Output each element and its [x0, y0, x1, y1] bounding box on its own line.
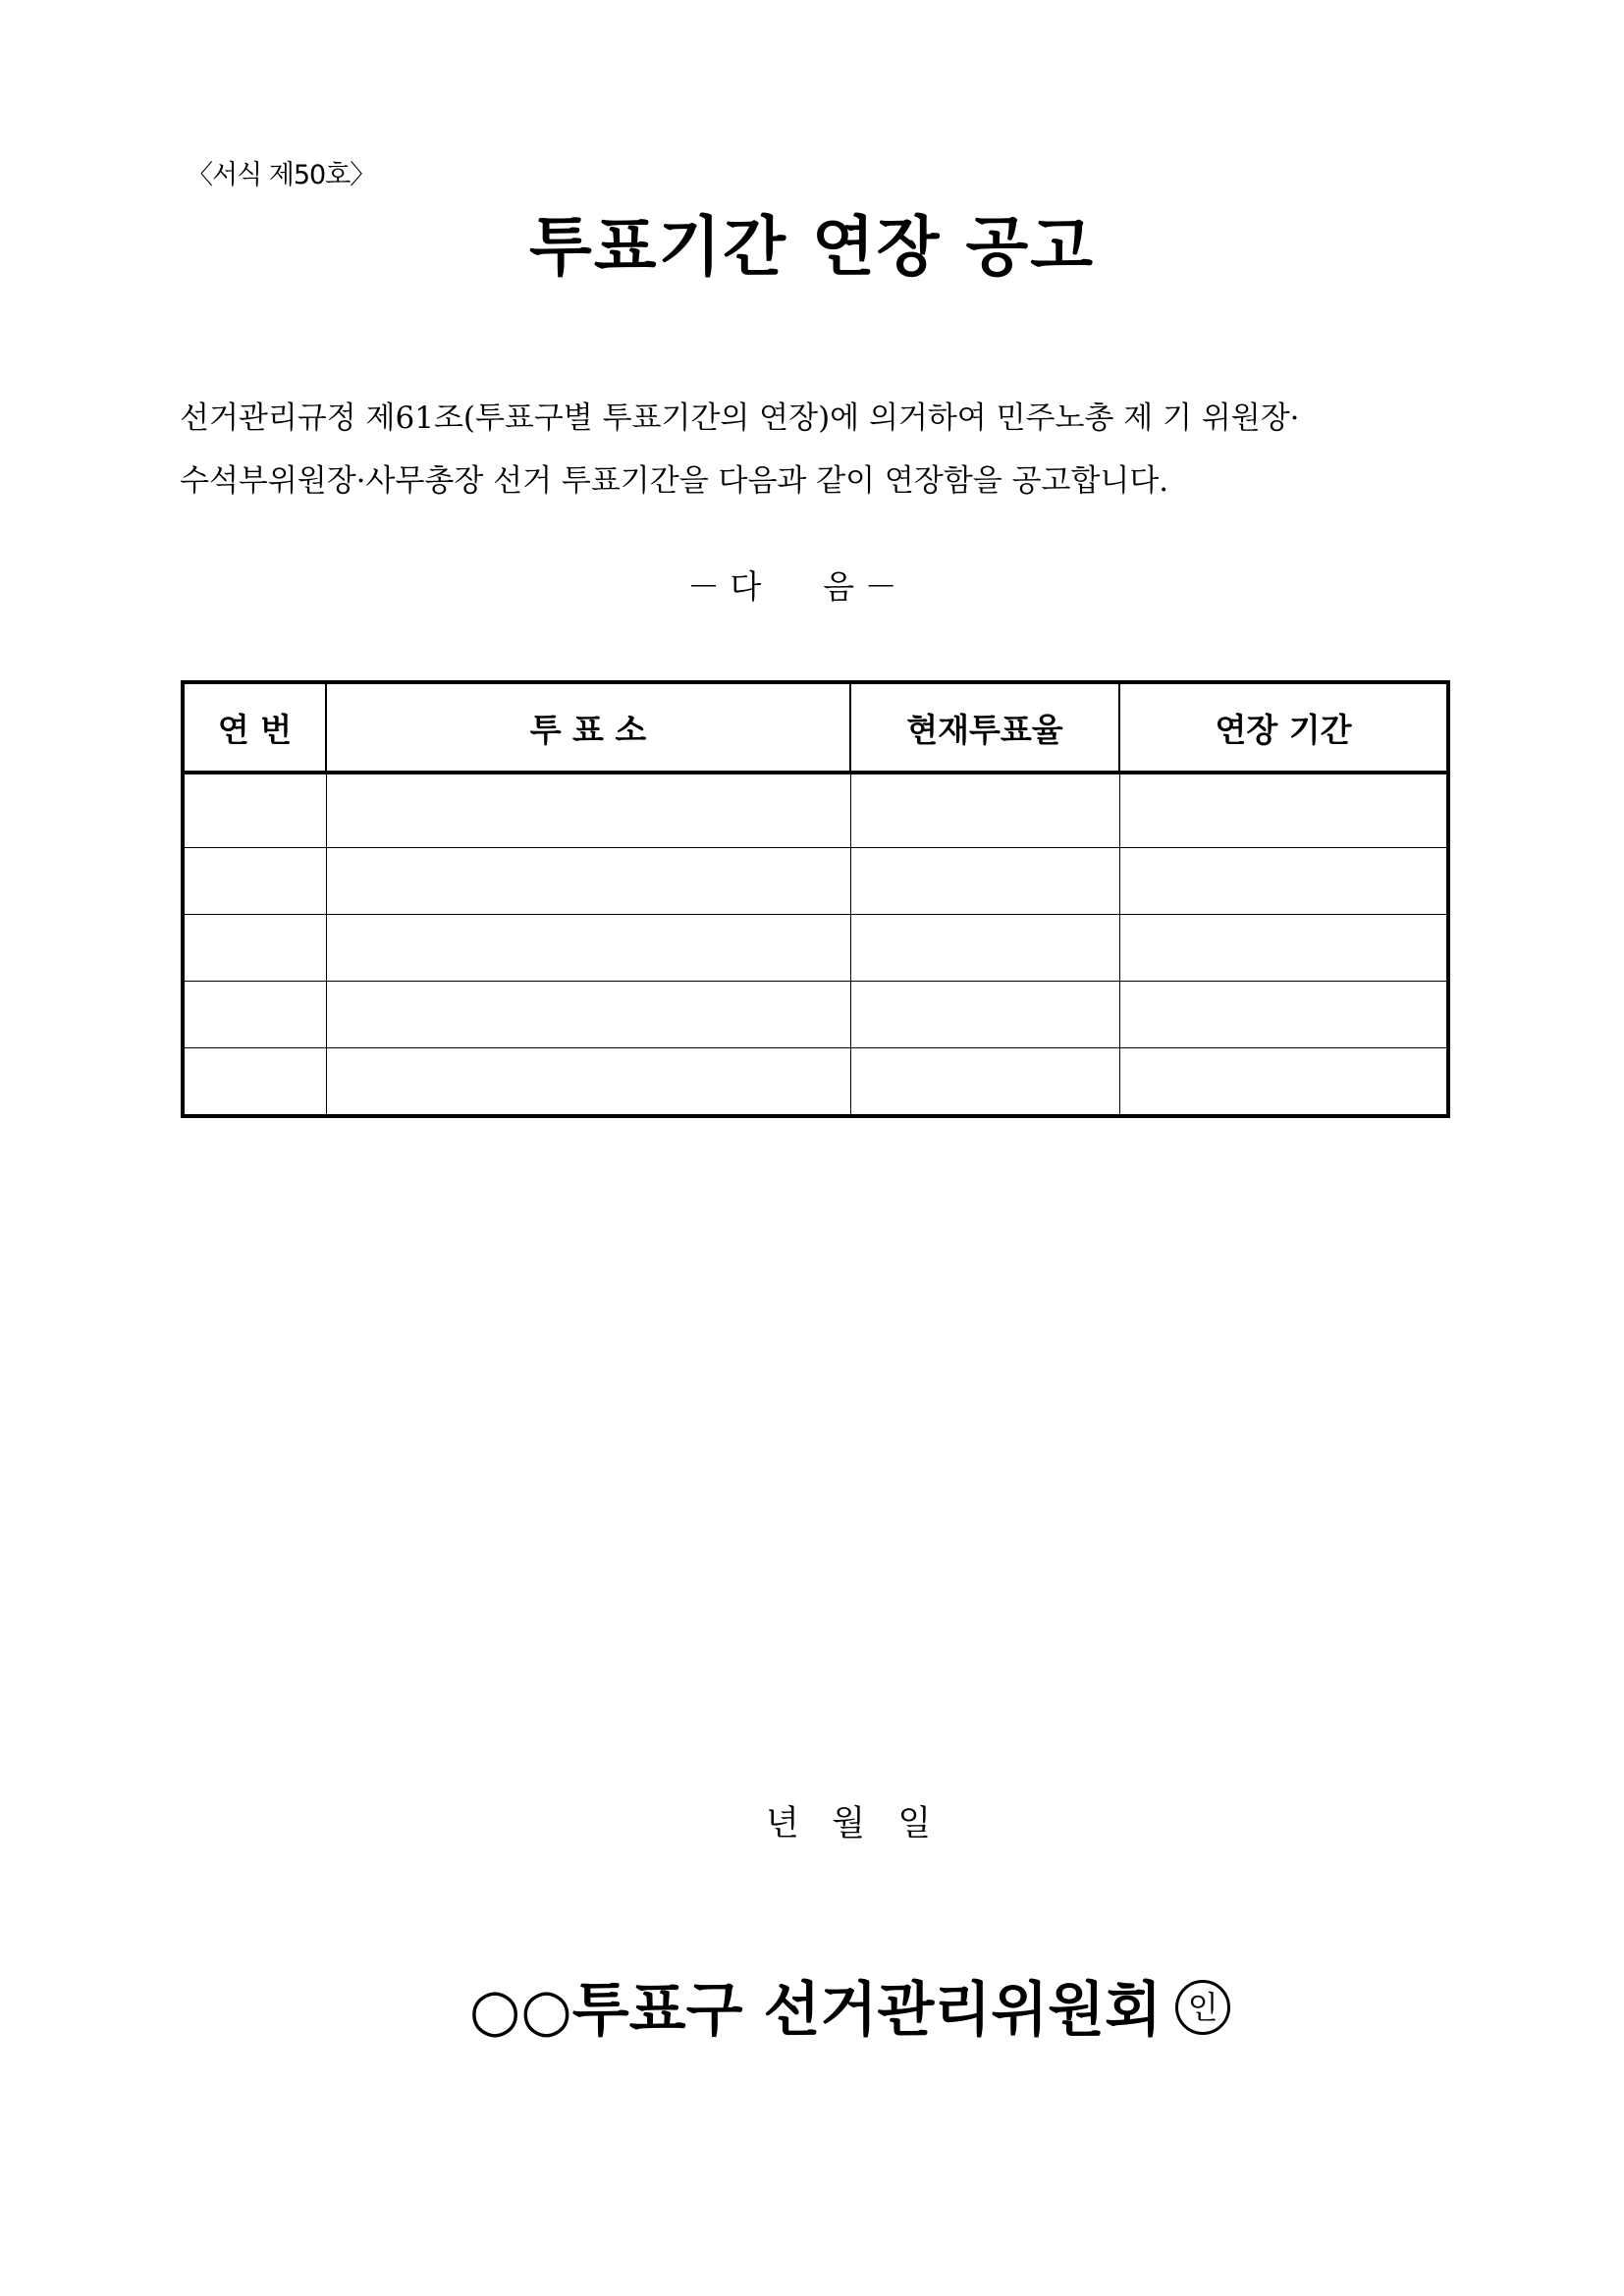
table-row: [183, 915, 1448, 982]
table-cell: [850, 773, 1119, 848]
table-cell: [1119, 773, 1448, 848]
table-cell: [326, 1048, 850, 1117]
table-row: [183, 982, 1448, 1048]
form-number: 〈서식 제50호〉: [187, 160, 376, 190]
header-current-turnout: 현재투표율: [850, 682, 1119, 773]
header-serial-number: 연 번: [183, 682, 326, 773]
committee-name: ○○투표구 선거관리위원회: [469, 1976, 1163, 2045]
table-cell: [183, 1048, 326, 1117]
table-cell: [850, 982, 1119, 1048]
table-row: [183, 773, 1448, 848]
table-cell: [1119, 915, 1448, 982]
table-cell: [1119, 982, 1448, 1048]
notice-heading: － 다 음 －: [687, 567, 897, 606]
header-extension-period: 연장 기간: [1119, 682, 1448, 773]
table-row: [183, 848, 1448, 915]
table-cell: [850, 1048, 1119, 1117]
table-header-row: [183, 682, 1448, 773]
date-line: 년 월 일: [766, 1804, 932, 1843]
table-cell: [183, 848, 326, 915]
table-cell: [326, 773, 850, 848]
committee-signature: [469, 1963, 1230, 2048]
table-cell: [183, 982, 326, 1048]
body-paragraph: [180, 387, 1456, 512]
body-line: 선거관리규정 제61조(투표구별 투표기간의 연장)에 의거하여 민주노총 제 기 위원장·: [180, 400, 1300, 436]
extension-schedule-table: [181, 680, 1450, 1118]
table-cell: [326, 915, 850, 982]
table-cell: [850, 848, 1119, 915]
table-cell: [183, 915, 326, 982]
table-cell: [326, 848, 850, 915]
table-row: [183, 1048, 1448, 1117]
table-cell: [850, 915, 1119, 982]
header-polling-station: 투 표 소: [326, 682, 850, 773]
page-title: 투표기간 연장 공고: [528, 209, 1095, 285]
seal-mark: 인: [1175, 1980, 1230, 2035]
table-cell: [183, 773, 326, 848]
table-cell: [326, 982, 850, 1048]
body-line: 수석부위원장·사무총장 선거 투표기간을 다음과 같이 연장함을 공고합니다.: [180, 463, 1169, 499]
table-cell: [1119, 1048, 1448, 1117]
table-cell: [1119, 848, 1448, 915]
